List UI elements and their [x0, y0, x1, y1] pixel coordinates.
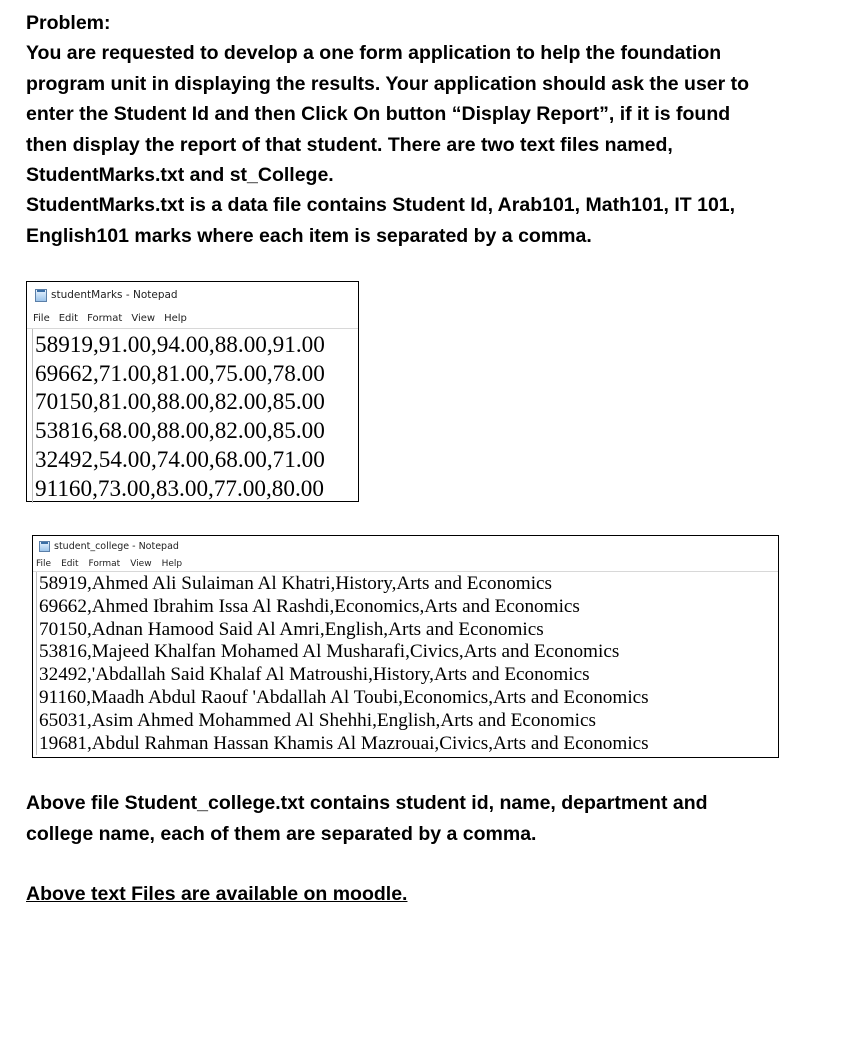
college-file-description	[26, 788, 826, 850]
marks-record-line: 58919,91.00,94.00,88.00,91.00	[35, 332, 325, 358]
college-record-line: 65031,Asim Ahmed Mohammed Al Shehhi,English,Arts and Economics	[39, 709, 596, 731]
problem-line: then display the report of that student. There are two text files named,	[26, 133, 673, 156]
problem-line: You are requested to develop a one form application to help the foundation	[26, 42, 722, 65]
menu-view: View	[131, 312, 156, 324]
college-record-line: 69662,Ahmed Ibrahim Issa Al Rashdi,Economics,Arts and Economics	[39, 595, 580, 617]
menu-view: View	[130, 558, 152, 569]
notepad-title-bar	[33, 536, 778, 556]
menu-edit: Edit	[61, 558, 79, 569]
notepad-menu-bar	[27, 308, 358, 329]
problem-line: StudentMarks.txt is a data file contains Student Id, Arab101, Math101, IT 101,	[26, 194, 736, 217]
notepad-title: student_college - Notepad	[54, 540, 179, 552]
description-line: college name, each of them are separated by a comma.	[26, 823, 537, 845]
menu-format: Format	[88, 558, 121, 569]
college-record-line: 32492,'Abdallah Said Khalaf Al Matroushi,History,Arts and Economics	[39, 664, 590, 686]
menu-edit: Edit	[58, 312, 79, 324]
menu-help: Help	[161, 558, 183, 569]
notepad-icon	[35, 289, 47, 302]
problem-line: enter the Student Id and then Click On button “Display Report”, if it is found	[26, 103, 731, 126]
problem-heading: Problem:	[26, 12, 111, 34]
marks-record-line: 69662,71.00,81.00,75.00,78.00	[35, 360, 325, 387]
notepad-text-area	[32, 329, 358, 503]
notepad-title: studentMarks - Notepad	[51, 289, 178, 301]
problem-line: English101 marks where each item is separated by a comma.	[26, 224, 592, 247]
student-college-notepad-window	[32, 535, 779, 758]
college-record-line: 70150,Adnan Hamood Said Al Amri,English,Arts and Economics	[39, 618, 544, 640]
problem-line: program unit in displaying the results. Your application should ask the user to	[26, 72, 750, 95]
marks-record-line: 91160,73.00,83.00,77.00,80.00	[35, 475, 324, 502]
college-record-line: 58919,Ahmed Ali Sulaiman Al Khatri,History,Arts and Economics	[39, 573, 553, 594]
marks-record-line: 70150,81.00,88.00,82.00,85.00	[35, 389, 325, 416]
notepad-icon	[39, 541, 50, 552]
problem-statement	[26, 8, 826, 251]
student-marks-notepad-window	[26, 281, 359, 502]
notepad-title-bar	[27, 282, 358, 308]
notepad-text-area	[36, 572, 778, 755]
college-record-line: 19681,Abdul Rahman Hassan Khamis Al Mazrouai,Civics,Arts and Economics	[39, 732, 649, 754]
moodle-availability-note: Above text Files are available on moodle.	[26, 883, 408, 905]
college-record-line: 91160,Maadh Abdul Raouf 'Abdallah Al Toubi,Economics,Arts and Economics	[39, 686, 649, 708]
menu-help: Help	[164, 312, 187, 324]
college-record-line: 53816,Majeed Khalfan Mohamed Al Musharafi,Civics,Arts and Economics	[39, 641, 620, 663]
marks-record-line: 32492,54.00,74.00,68.00,71.00	[35, 446, 325, 473]
menu-format: Format	[87, 312, 123, 324]
marks-record-line: 53816,68.00,88.00,82.00,85.00	[35, 418, 325, 445]
description-line: Above file Student_college.txt contains student id, name, department and	[26, 792, 708, 814]
menu-file: File	[36, 558, 52, 569]
notepad-menu-bar	[33, 556, 778, 572]
problem-line: StudentMarks.txt and st_College.	[26, 164, 334, 187]
menu-file: File	[33, 312, 50, 324]
